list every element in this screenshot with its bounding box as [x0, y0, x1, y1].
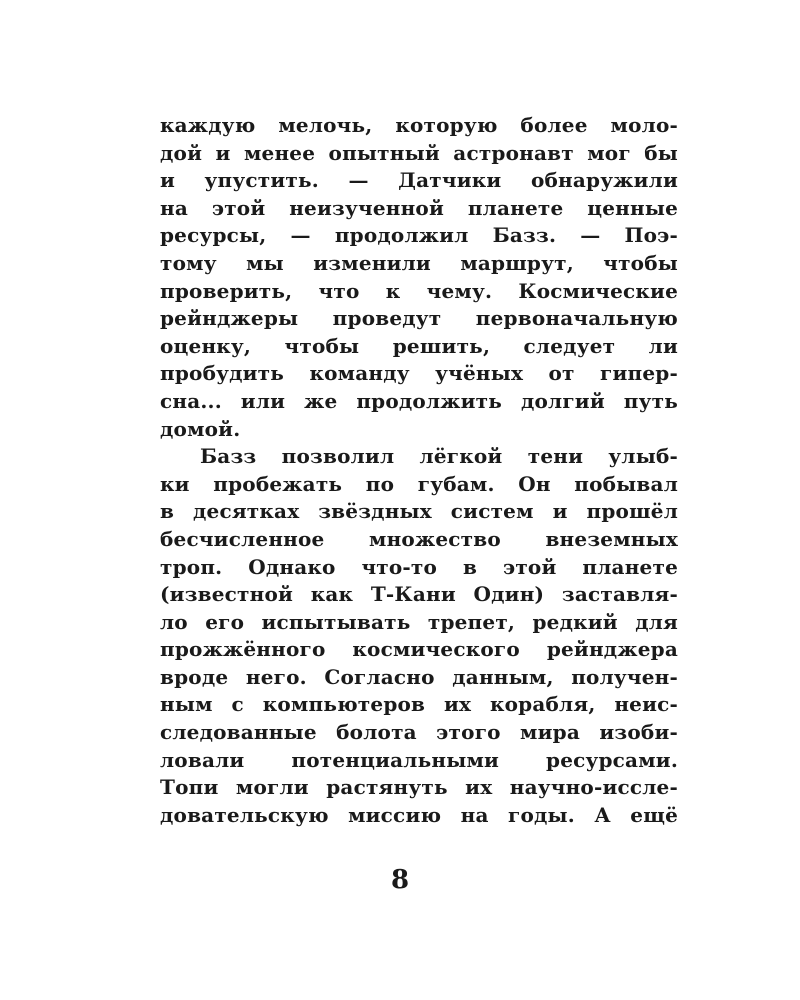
text-line: ки пробежать по губам. Он побывал [160, 471, 678, 496]
text-line: следованные болота этого мира изоби- [160, 720, 678, 745]
text-line: ресурсы, — продолжил Базз. — Поэ- [160, 223, 678, 248]
text-line: каждую мелочь, которую более моло- [160, 113, 678, 137]
text-line: вроде него. Согласно данным, получен- [160, 664, 678, 689]
text-line: троп. Однако что-то в этой планете [160, 554, 678, 579]
text-line: сна... или же продолжить долгий путь [160, 388, 678, 413]
text-line: оценку, чтобы решить, следует ли [160, 333, 678, 358]
text-line: на этой неизученной планете ценные [160, 195, 678, 220]
text-line: дой и менее опытный астронавт мог бы [160, 140, 678, 165]
text-line: Топи могли растянуть их научно-иссле- [160, 775, 678, 800]
text-line: и упустить. — Датчики обнаружили [160, 168, 678, 193]
text-line: пробудить команду учёных от гипер- [160, 361, 678, 386]
text-line: бесчисленное множество внеземных [160, 526, 678, 551]
text-line: прожжённого космического рейнджера [160, 637, 678, 662]
text-line: проверить, что к чему. Космические [160, 278, 678, 303]
page-body [160, 112, 678, 829]
paragraph-1 [160, 112, 678, 443]
text-line: ным с компьютеров их корабля, неис- [160, 692, 678, 717]
text-line: тому мы изменили маршрут, чтобы [160, 250, 678, 275]
text-line: ло его испытывать трепет, редкий для [160, 609, 678, 634]
text-line: (известной как Т-Кани Один) заставля- [160, 582, 678, 607]
text-line: домой. [160, 416, 241, 441]
text-line: в десятках звёздных систем и прошёл [160, 499, 678, 524]
paragraph-2 [160, 443, 678, 829]
text-line: Базз позволил лёгкой тени улыб- [200, 444, 678, 469]
text-line: рейнджеры проведут первоначальную [160, 306, 678, 331]
text-line: довательскую миссию на годы. А ещё [160, 802, 678, 827]
page-number: 8 [390, 865, 410, 895]
text-line: ловали потенциальными ресурсами. [160, 747, 678, 772]
